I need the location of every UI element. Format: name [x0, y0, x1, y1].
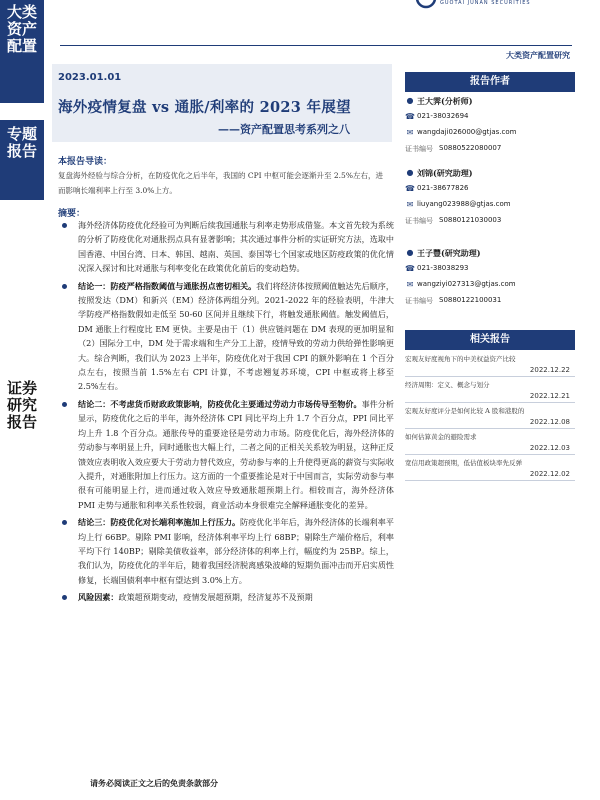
report-subtitle: ——资产配置思考系列之八: [218, 123, 350, 136]
related-report-date: 2022.12.21: [529, 392, 570, 400]
author-email[interactable]: wangziyi027313@gtjas.com: [417, 280, 516, 288]
summary-bullet: [62, 279, 394, 394]
email-icon: ✉: [406, 280, 414, 289]
cert-label: 证书编号: [405, 217, 433, 225]
bullet-dot-icon: [62, 595, 67, 600]
author-name: 王大霁(分析师): [417, 96, 473, 106]
bullet-lead: 结论二：不考虑货币财政政策影响，防疫优化主要通过劳动力市场传导至物价。: [78, 398, 362, 409]
divider: [405, 376, 575, 377]
bullet-lead: 结论一：防疫严格指数阈值与通胀拐点密切相关。: [78, 280, 257, 291]
divider: [405, 454, 575, 455]
author-email[interactable]: wangdaji026000@gtjas.com: [417, 128, 517, 136]
bullet-dot-icon: [62, 520, 67, 525]
person-icon: ●: [406, 168, 414, 177]
related-panel: [405, 330, 575, 350]
sidebar-report-type: 专题报告: [6, 125, 37, 160]
bullet-dot-icon: [62, 284, 67, 289]
related-report-date: 2022.12.02: [529, 470, 570, 478]
divider: [405, 402, 575, 403]
author-phone: 021-38038293: [417, 264, 469, 272]
author-phone: 021-38677826: [417, 184, 469, 192]
divider: [405, 428, 575, 429]
guide-heading: 本报告导读：: [58, 157, 113, 167]
author-cert: S0880121030003: [439, 216, 502, 224]
bullet-dot-icon: [62, 402, 67, 407]
summary-bullet: [62, 218, 394, 276]
summary-list: [62, 218, 394, 608]
related-report-date: 2022.12.03: [529, 444, 570, 452]
related-heading: 相关报告: [405, 330, 575, 350]
bullet-text: 我们将经济体按照阈值触达先后顺序，按照发达（DM）和新兴（EM）经济体两组分列。2021-2022 年的经验表明，牛津大学防疫严格指数假如走低至 50-60 区间并且继续下行，将触发通胀阈值。触发阈值后，DM 通胀上行程度比 EM 更快。主要是由于（1）供应链问题在 DM 表现的更加明显和（2）国际分工中，DM 处于需求端和生产分工上游，疫情导致的劳动力供给弹性影响更大。综合判断，我们认为 2023 上半年，防疫优化对于我国 CPI 的额外影响在 1 个百分点左右，按照当前 1.5%左右 CPI 计算，不考虑翘复苏环境，CPI 中枢或将上移至 2.5%左右。: [78, 280, 394, 392]
email-icon: ✉: [406, 128, 414, 137]
bullet-text: 防疫优化半年后，海外经济体的长端利率平均上行 66BP。剔除 PMI 影响，经济体利率平均上行 68BP；剔除生产端价格后，利率平均下行 140BP；剔除美债收益率，部分经济体的利率上行，幅度约为 25BP。综上，我们认为，防疫优化的半年后，随着我国经济脱离感染波峰的短期负面冲击而开启实质性修复，长端国债利率中枢有望达到 3.0%上方。: [78, 517, 394, 585]
header-rule: [60, 45, 572, 46]
author-phone: 021-38032694: [417, 112, 469, 120]
bullet-dot-icon: [62, 223, 67, 228]
author-name: 刘锦(研究助理): [417, 168, 473, 178]
person-icon: ●: [406, 248, 414, 257]
cert-label: 证书编号: [405, 145, 433, 153]
phone-icon: ☎: [405, 112, 415, 121]
email-icon: ✉: [406, 200, 414, 209]
sidebar-label: 证券研究报告: [6, 379, 37, 431]
author-cert: S0880522080007: [439, 144, 502, 152]
header-section: 大类资产配置研究: [506, 50, 570, 60]
related-report-link[interactable]: 宏观友好度评分是如何比较 A 股和港股的: [405, 407, 525, 415]
phone-icon: ☎: [405, 264, 415, 273]
guide-text: 复盘海外经验与综合分析，在防疫优化之后半年，我国的 CPI 中枢可能会逐渐升至 2.5%左右，进而影响长端利率上行至 3.0%上方。: [58, 171, 383, 195]
sidebar-category-block: [0, 0, 44, 103]
author-name: 王子豐(研究助理): [417, 248, 481, 258]
report-title: 海外疫情复盘 vs 通胀/利率的 2023 年展望: [58, 99, 351, 116]
left-sidebar: [0, 0, 44, 800]
company-logo: [410, 0, 590, 16]
related-report-link[interactable]: 经济周期：定义、概念与划分: [405, 381, 490, 389]
summary-heading: 摘要：: [58, 209, 86, 219]
related-report-link[interactable]: 如何估算黄金的避险需求: [405, 433, 477, 441]
phone-icon: ☎: [405, 184, 415, 193]
summary-bullet: [62, 590, 394, 604]
summary-bullet: [62, 397, 394, 512]
bullet-text: 海外经济体防疫优化经验可为判断后续我国通胀与利率走势形成借鉴。本文首先较为系统的分析了防疫优化对通胀拐点具有显著影响；其次通过事件分析的实证研究方法，选取中国香港、中国台湾、日本、韩国、越南、英国、泰国等七个国家或地区防疫政策的优化情况深入探讨和比对通胀与利率变化在政策优化前后的变动趋势。: [78, 220, 394, 274]
related-report-link[interactable]: 宏观友好度视角下的中美权益资产比较: [405, 355, 516, 363]
bullet-text: 事件分析显示，防疫优化之后的半年，海外经济体 CPI 同比平均上升 1.7 个百分点，PPI 同比平均上升 1.8 个百分点。通胀传导的重要途径是劳动力市场。防疫优化后，海外经济体的劳动参与率明显上升，同时通胀也大幅上行，二者之间的正相关关系较为明显，这种正反馈效应表明收入效应要大于劳动力替代效应，劳动参与率的上升使得更高的薪资与实际收入提升，对通胀附加上行压力。这方面的一个重要推论是对于中国而言，实际劳动参与率很有可能明显上行，进而通过收入效应导致通胀超预期上行。相较而言，海外经济体 PMI 走势与通胀和利率关系性较弱，商业活动本身很难完全解释通胀变化的差异。: [78, 398, 394, 510]
sidebar-report-type-block: [0, 120, 44, 200]
related-report-link[interactable]: 宽信用政策超预期，低估值板块率先反弹: [405, 459, 522, 467]
related-report-date: 2022.12.22: [529, 366, 570, 374]
divider: [405, 480, 575, 481]
summary-bullet: [62, 515, 394, 587]
related-report-date: 2022.12.08: [529, 418, 570, 426]
logo-english: GUOTAI JUNAN SECURITIES: [440, 0, 531, 6]
bullet-lead: 结论三：防疫优化对长端利率施加上行压力。: [78, 517, 241, 528]
person-icon: ●: [406, 96, 414, 105]
authors-heading: 报告作者: [405, 72, 575, 92]
author-cert: S0880122100031: [439, 296, 502, 304]
author-email[interactable]: liuyang023988@gtjas.com: [417, 200, 511, 208]
report-date: 2023.01.01: [58, 72, 122, 83]
bullet-lead: 风险因素：: [78, 592, 119, 603]
authors-panel: [405, 72, 575, 92]
footer-disclaimer: 请务必阅读正文之后的免责条款部分: [90, 778, 218, 788]
bullet-text: 政策超预期变动，疫情发展超预期，经济复苏不及预期: [118, 592, 313, 603]
sidebar-category: 大类资产配置: [6, 3, 37, 55]
cert-label: 证书编号: [405, 297, 433, 305]
